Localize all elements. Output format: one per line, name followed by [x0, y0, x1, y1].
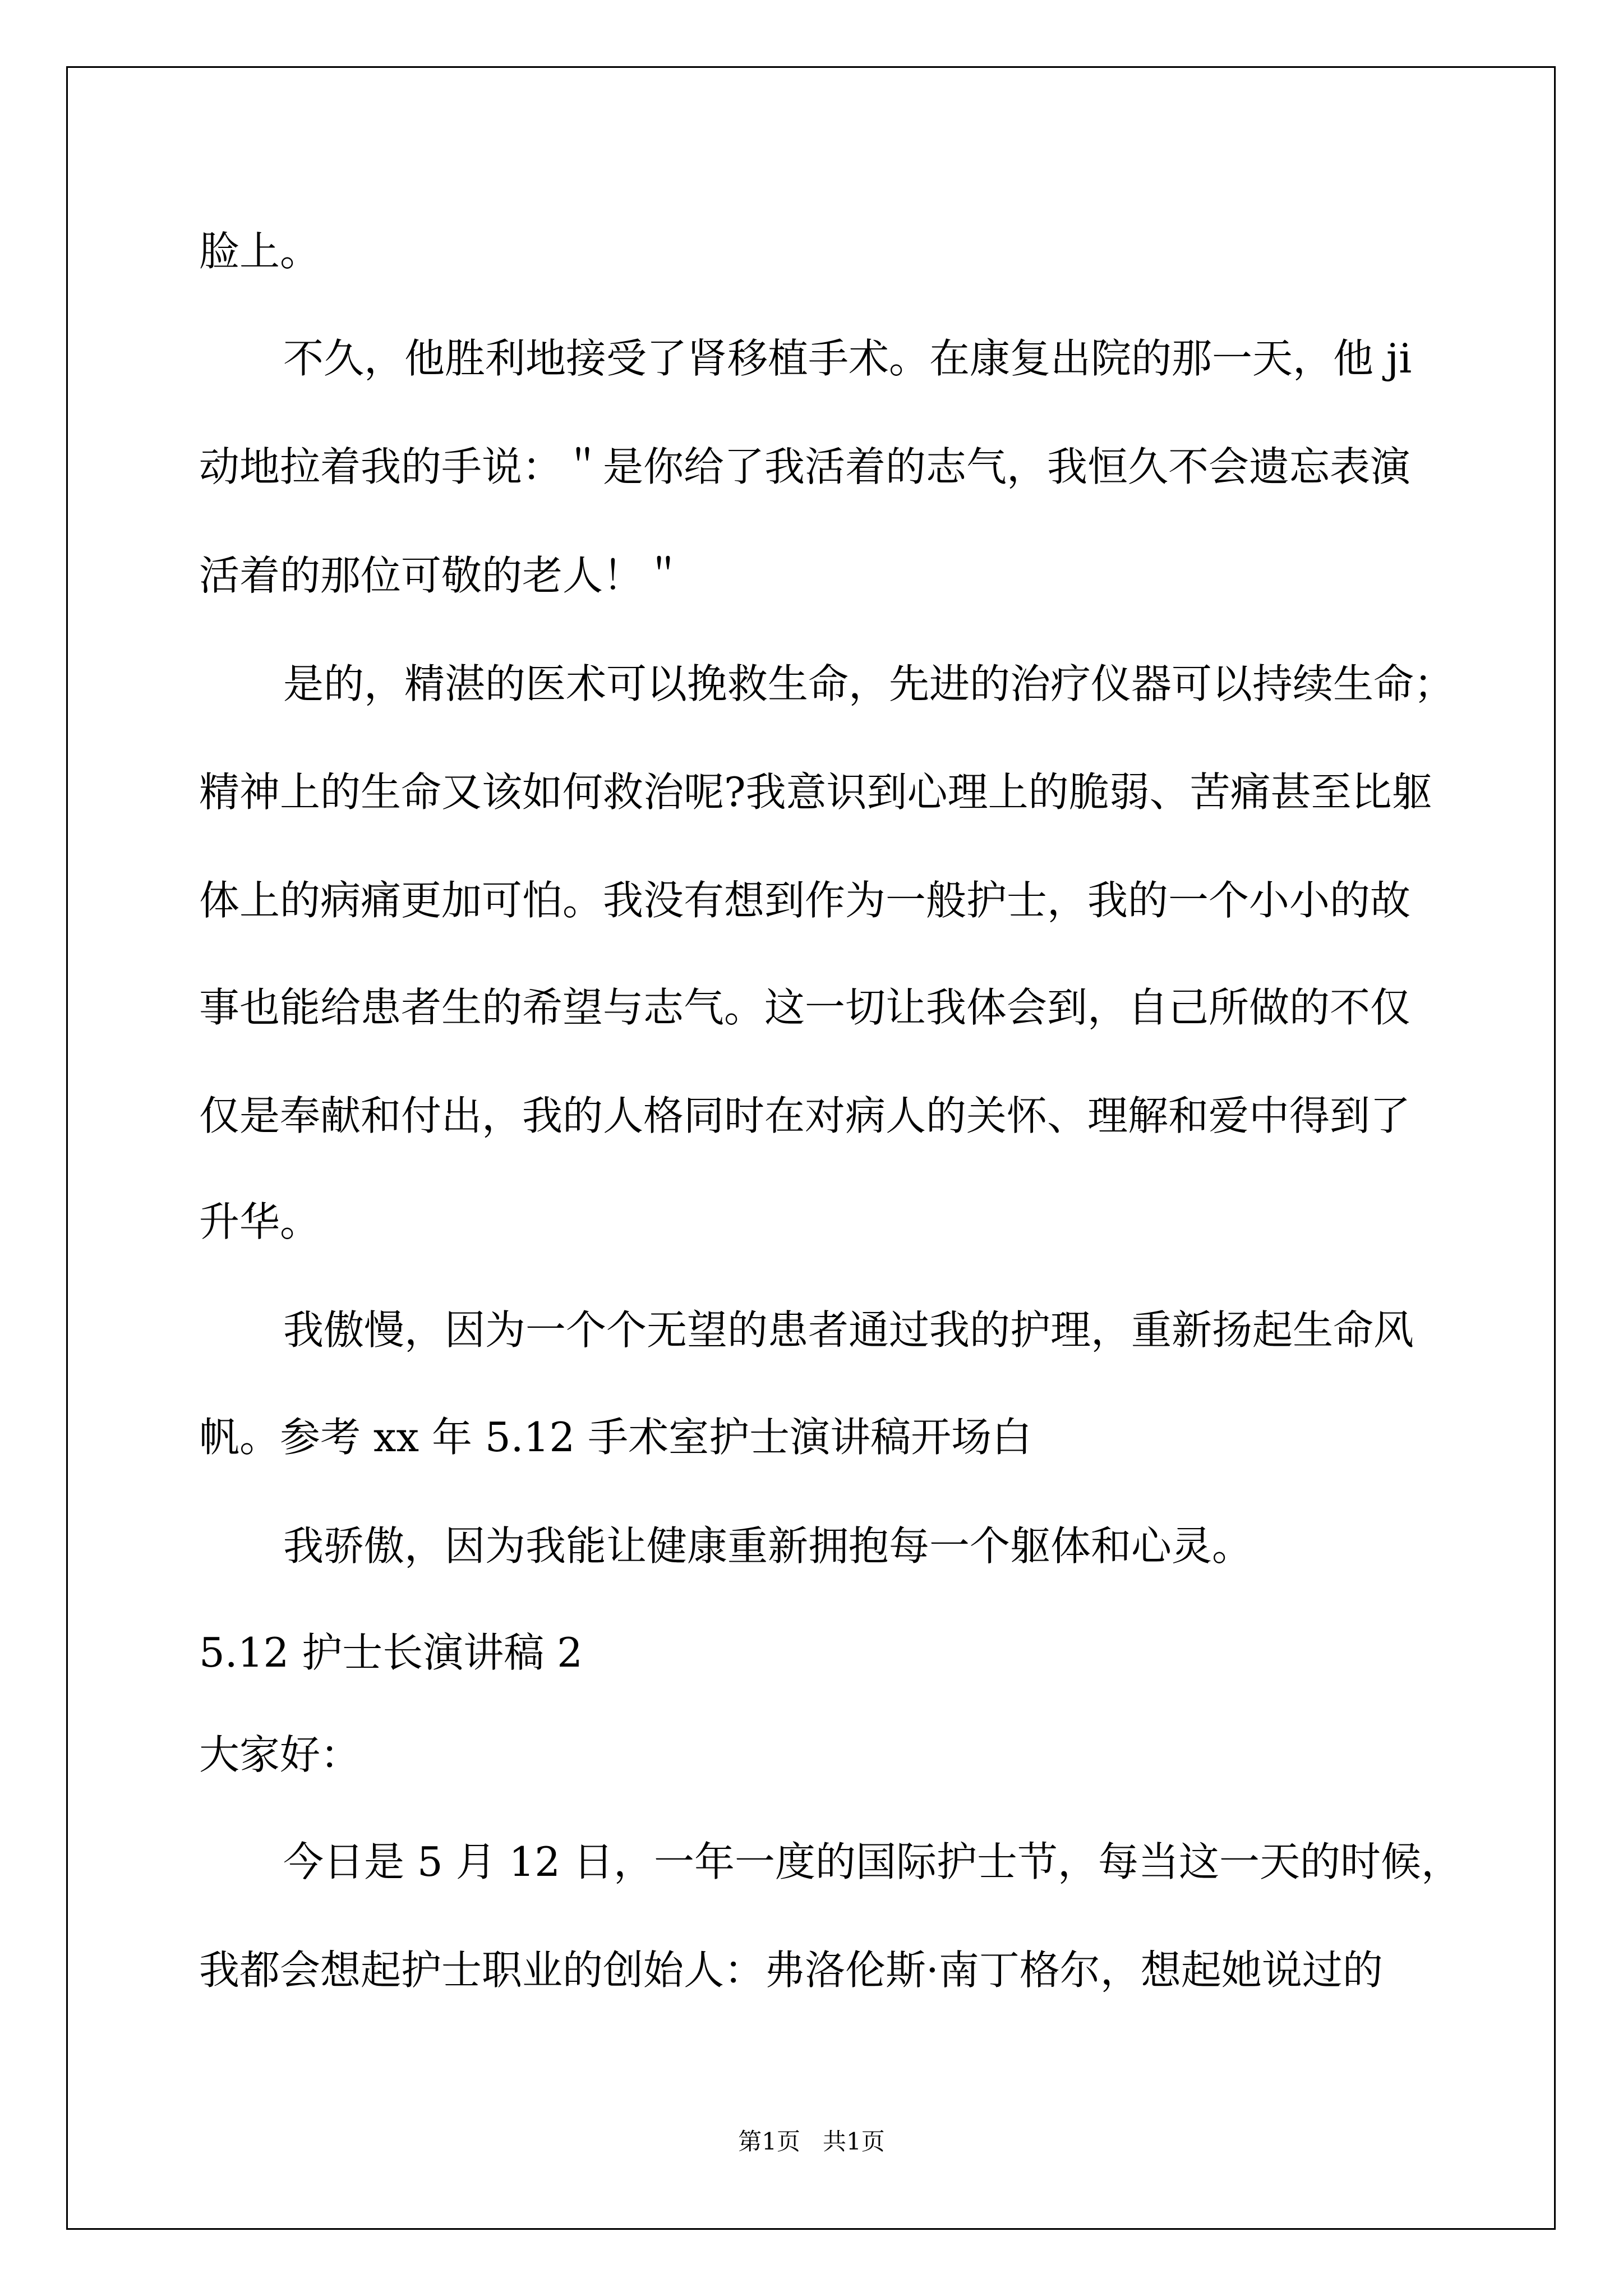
text-line-11: 我傲慢，因为一个个无望的患者通过我的护理，重新扬起生命风: [283, 1306, 1414, 1354]
text-line-17: 我都会想起护士职业的创始人：弗洛伦斯·南丁格尔，想起她说过的: [199, 1947, 1383, 1994]
text-line-5: 是的，精湛的医术可以挽救生命，先进的治疗仪器可以持续生命；: [283, 660, 1455, 707]
text-line-15: 大家好：: [199, 1731, 361, 1778]
section-heading: 5.12 护士长演讲稿 2: [199, 1629, 583, 1676]
text-line-8: 事也能给患者生的希望与志气。这一切让我体会到，自己所做的不仅: [199, 984, 1411, 1031]
text-line-16: 今日是 5 月 12 日，一年一度的国际护士节，每当这一天的时候，: [283, 1838, 1461, 1885]
text-line-9: 仅是奉献和付出，我的人格同时在对病人的关怀、理解和爱中得到了: [199, 1092, 1411, 1139]
page-border: [66, 66, 1556, 2230]
text-line-13: 我骄傲，因为我能让健康重新拥抱每一个躯体和心灵。: [283, 1522, 1253, 1570]
text-line-2: 不久，他胜利地接受了肾移植手术。在康复出院的那一天，他 ji: [283, 335, 1412, 382]
text-line-10: 升华。: [199, 1198, 321, 1245]
text-line-7: 体上的病痛更加可怕。我没有想到作为一般护士，我的一个小小的故: [199, 877, 1411, 924]
text-line-4: 活着的那位可敬的老人！＂: [199, 552, 684, 599]
text-line-1: 脸上。: [199, 228, 321, 275]
page-footer: 第1页 共1页: [738, 2128, 885, 2155]
text-line-3: 动地拉着我的手说：＂是你给了我活着的志气，我恒久不会遗忘表演: [199, 443, 1411, 490]
text-line-6: 精神上的生命又该如何救治呢?我意识到心理上的脆弱、苦痛甚至比躯: [199, 769, 1432, 816]
text-line-12: 帆。参考 xx 年 5.12 手术室护士演讲稿开场白: [199, 1414, 1032, 1461]
